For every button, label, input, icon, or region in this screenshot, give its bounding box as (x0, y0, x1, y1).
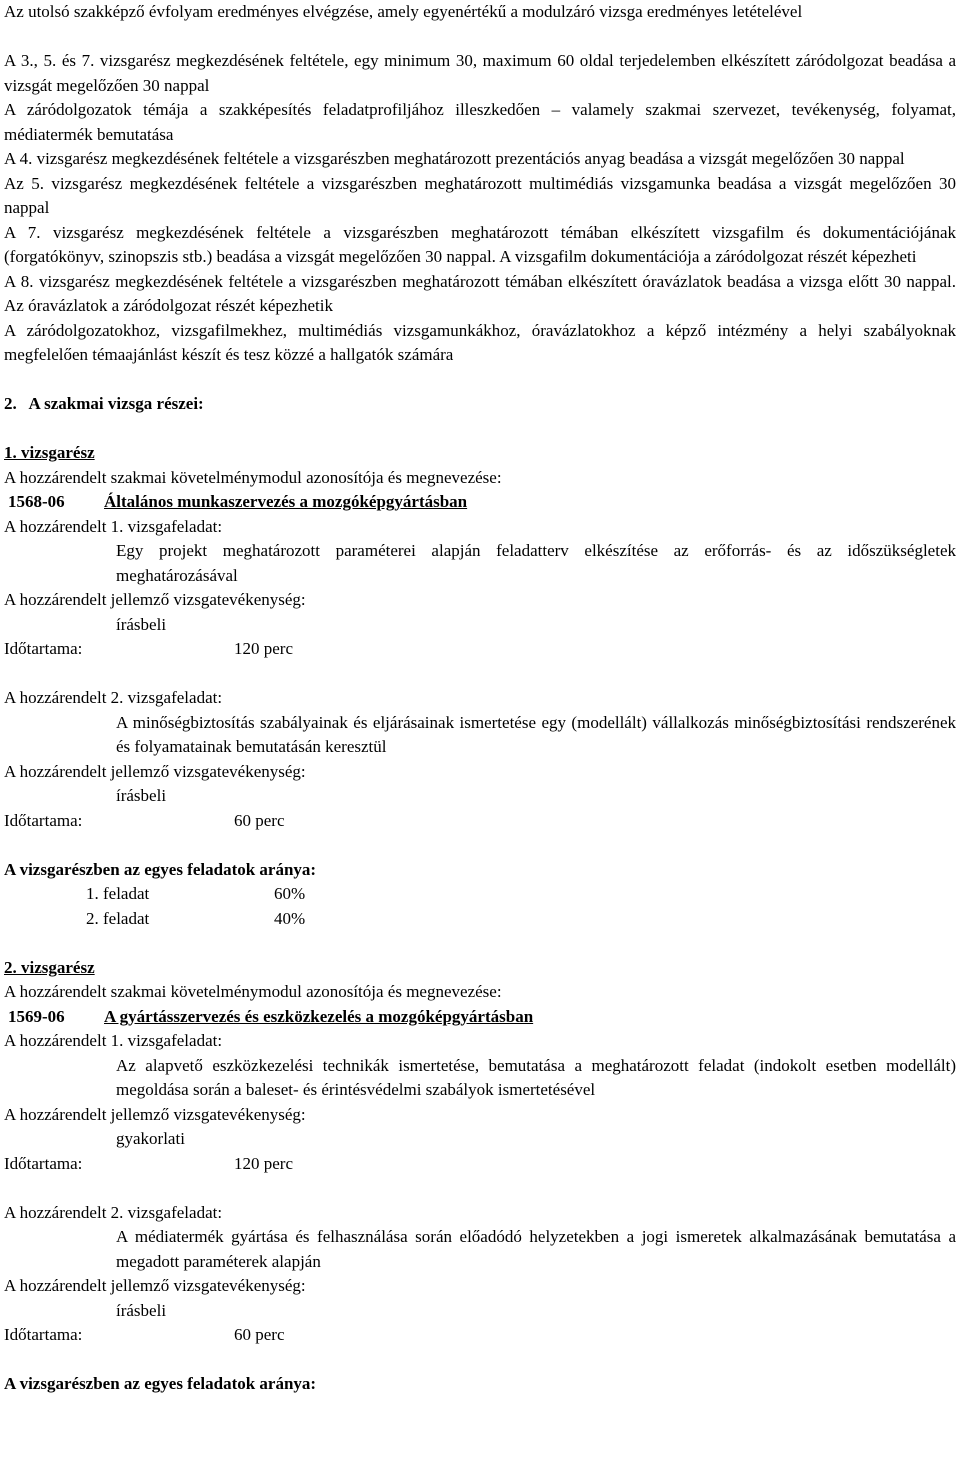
spacer (4, 417, 956, 442)
activity-label: A hozzárendelt jellemző vizsgatevékenység: (4, 1276, 306, 1295)
duration-row (4, 637, 956, 662)
spacer (4, 1348, 956, 1373)
document-page (4, 0, 956, 1397)
duration-row (4, 809, 956, 834)
spacer (4, 833, 956, 858)
ratio-percent: 60% (274, 884, 306, 903)
intro-paragraph-5: Az 5. vizsgarész megkezdésének feltétele a vizsgarészben meghatározott multimédiás vizsgamunka beadása a vizsgát megelőzően 30 nappal (4, 173, 956, 217)
duration-label: Időtartama: (4, 1153, 83, 1173)
task2-label: A hozzárendelt 2. vizsgafeladat: (4, 688, 223, 707)
module-code: 1569-06 (8, 1006, 65, 1026)
duration-row (4, 1323, 956, 1348)
activity-value: írásbeli (116, 614, 167, 634)
spacer (4, 662, 956, 687)
ratio-row (4, 882, 956, 907)
spacer (4, 25, 956, 50)
task1-label: A hozzárendelt 1. vizsgafeladat: (4, 516, 223, 536)
duration-value: 120 perc (234, 1153, 294, 1173)
duration-value: 120 perc (234, 639, 294, 658)
task1-description: Az alapvető eszközkezelési technikák ismertetése, bemutatása a meghatározott feladat (indokolt esetben modellált) megoldása során a baleset- és érintésvédelmi szabályok ismertetésével (116, 1055, 956, 1099)
duration-label: Időtartama: (4, 810, 83, 830)
intro-paragraph-4: A 4. vizsgarész megkezdésének feltétele a vizsgarészben meghatározott prezentációs anyag beadása a vizsgát megelőzően 30 nappal (4, 149, 905, 168)
task2-description: A minőségbiztosítás szabályainak és eljárásainak ismertetése egy (modellált) vállalkozás minőségbiztosítási rendszerének és folyamatainak bemutatásán keresztül (116, 712, 956, 756)
activity-value: írásbeli (116, 1300, 167, 1320)
intro-paragraph-7: A 8. vizsgarész megkezdésének feltétele a vizsgarészben meghatározott témában elkészített óravázlatok beadása a vizsga előtt 30 nappal. Az óravázlatok a záródolgozat részét képezhetik (4, 271, 956, 315)
exam-part-2-title: 2. vizsgarész (4, 957, 95, 977)
duration-value: 60 perc (234, 1325, 285, 1344)
activity-label: A hozzárendelt jellemző vizsgatevékenység: (4, 590, 306, 609)
intro-paragraph-1: Az utolsó szakképző évfolyam eredményes elvégzése, amely egyenértékű a modulzáró vizsga eredményes letételével (4, 2, 803, 21)
duration-label: Időtartama: (4, 639, 83, 658)
spacer (4, 368, 956, 393)
task1-description: Egy projekt meghatározott paraméterei alapján feladatterv elkészítése az erőforrás- és az időszükségletek meghatározásával (116, 541, 956, 585)
module-name: Általános munkaszervezés a mozgóképgyártásban (104, 492, 468, 511)
task2-label: A hozzárendelt 2. vizsgafeladat: (4, 1202, 223, 1222)
ratio-task: 1. feladat (86, 884, 150, 903)
module-code: 1568-06 (8, 492, 65, 511)
activity-label: A hozzárendelt jellemző vizsgatevékenység: (4, 761, 306, 781)
duration-value: 60 perc (234, 810, 285, 830)
task1-label: A hozzárendelt 1. vizsgafeladat: (4, 1031, 223, 1050)
ratio-row (4, 907, 956, 932)
section-heading: 2. A szakmai vizsga részei: (4, 394, 204, 413)
intro-paragraph-8: A záródolgozatokhoz, vizsgafilmekhez, multimédiás vizsgamunkákhoz, óravázlatokhoz a képző intézmény a helyi szabályoknak megfelelően témaajánlást készít és tesz közzé a hallgatók számára (4, 320, 956, 364)
ratio-heading: A vizsgarészben az egyes feladatok aránya: (4, 1374, 317, 1393)
activity-value: gyakorlati (116, 1129, 185, 1148)
module-label: A hozzárendelt szakmai követelménymodul azonosítója és megnevezése: (4, 982, 502, 1001)
ratio-percent: 40% (274, 908, 306, 928)
module-name: A gyártásszervezés és eszközkezelés a mozgóképgyártásban (104, 1006, 534, 1026)
spacer (4, 1176, 956, 1201)
activity-label: A hozzárendelt jellemző vizsgatevékenység: (4, 1104, 306, 1124)
intro-paragraph-6: A 7. vizsgarész megkezdésének feltétele a vizsgarészben meghatározott témában elkészített vizsgafilm és dokumentációjának (forgatókönyv, szinopszis stb.) beadása a vizsgát megelőzően 30 nappal. A vizsgafilm dokumentációja a záródolgozat részét képezheti (4, 222, 956, 266)
ratio-task: 2. feladat (86, 908, 150, 928)
task2-description: A médiatermék gyártása és felhasználása során előadódó helyzetekben a jogi ismeretek alkalmazásának bemutatása a megadott paraméterek alapján (116, 1227, 956, 1271)
spacer (4, 931, 956, 956)
ratio-heading: A vizsgarészben az egyes feladatok aránya: (4, 859, 317, 879)
module-label: A hozzárendelt szakmai követelménymodul azonosítója és megnevezése: (4, 467, 502, 487)
module-heading-2 (4, 1005, 956, 1030)
intro-paragraph-2: A 3., 5. és 7. vizsgarész megkezdésének feltétele, egy minimum 30, maximum 60 oldal terjedelemben elkészített záródolgozat beadása a vizsgát megelőzően 30 nappal (4, 51, 956, 95)
exam-part-1-title: 1. vizsgarész (4, 443, 95, 462)
duration-row (4, 1152, 956, 1177)
intro-paragraph-3: A záródolgozatok témája a szakképesítés feladatprofiljához illeszkedően – valamely szakmai szervezet, tevékenység, folyamat, médiatermék bemutatása (4, 100, 956, 144)
duration-label: Időtartama: (4, 1325, 83, 1344)
activity-value: írásbeli (116, 786, 167, 805)
module-heading-1 (4, 490, 956, 515)
